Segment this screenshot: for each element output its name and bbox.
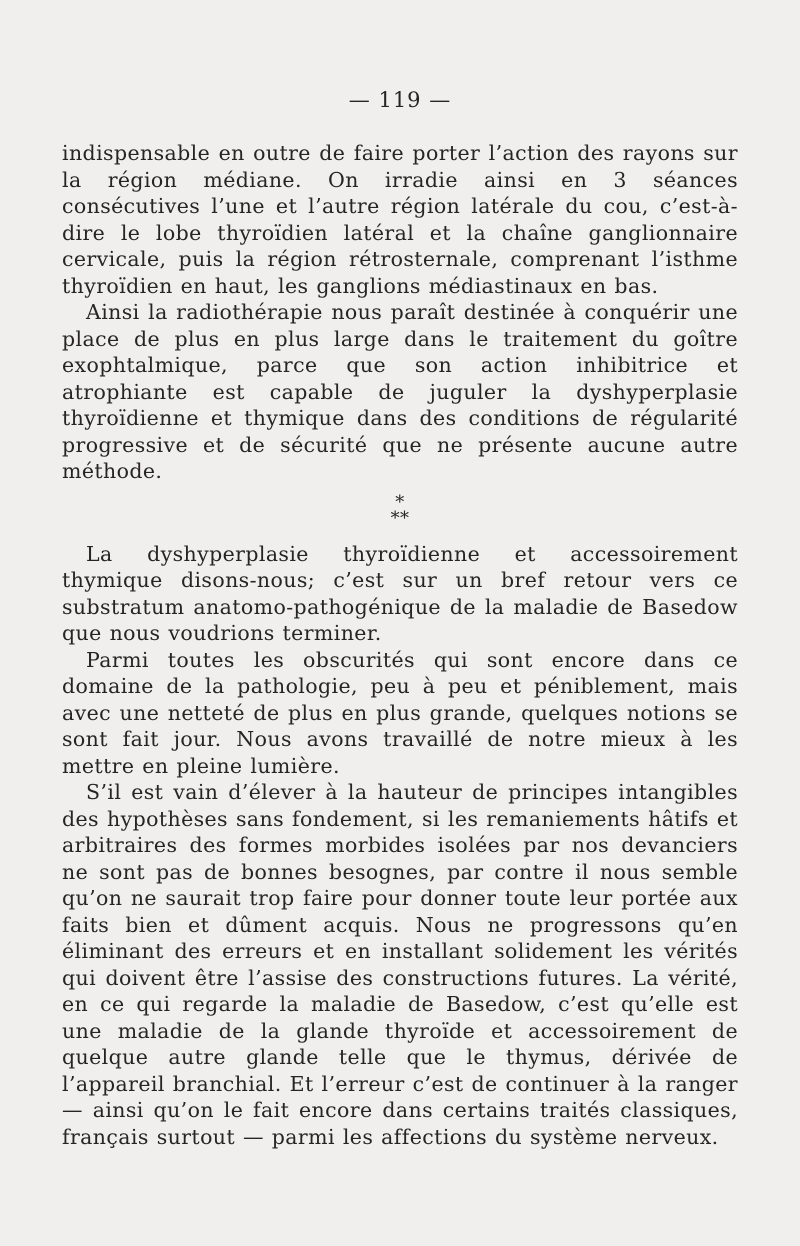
paragraph-3: La dyshyperplasie thyroïdienne et accessoirement thymique disons-nous; c’est sur un bref retour vers ce substratum anatomo-pathogénique de la maladie de Basedow que nous voudrions terminer. [62, 541, 738, 645]
asterism-bottom: ** [390, 507, 410, 529]
asterism-top: * [395, 491, 405, 513]
body-text [62, 140, 738, 1150]
paragraph-4: Parmi toutes les obscurités qui sont encore dans ce domaine de la pathologie, peu à peu et péniblement, mais avec une netteté de plus en plus grande, quelques notions se sont fait jour. Nous avons travaillé de notre mieux à les mettre en pleine lumière. [62, 647, 738, 778]
section-asterism [62, 491, 738, 529]
paragraph-2: Ainsi la radiothérapie nous paraît destinée à conquérir une place de plus en plus large dans le traitement du goître exophtalmique, parce que son action inhibitrice et atrophiante est capable de juguler la dyshyperplasie thyroïdienne et thymique dans des conditions de régularité progressive et de sécurité que ne présente aucune autre méthode. [62, 300, 738, 483]
paragraph-5: S’il est vain d’élever à la hauteur de principes intangibles des hypothèses sans fondement, si les remaniements hâtifs et arbitraires des formes morbides isolées par nos devanciers ne sont pas de bonnes besognes, par contre il nous semble qu’on ne saurait trop faire pour donner toute leur portée aux faits bien et dûment acquis. Nous ne progressons qu’en éliminant des erreurs et en installant solidement les vérités qui doivent être l’assise des constructions futures. La vérité, en ce qui regarde la maladie de Basedow, c’est qu’elle est une maladie de la glande thyroïde et accessoirement de quelque autre glande telle que le thymus, dérivée de l’appareil branchial. Et l’erreur c’est de continuer à la ranger — ainsi qu’on le fait encore dans certains traités classiques, français surtout — parmi les affections du système nerveux. [62, 780, 738, 1149]
page-number: — 119 — [348, 88, 452, 112]
paragraph-1: indispensable en outre de faire porter l’action des rayons sur la région médiane. On irradie ainsi en 3 séances consécutives l’une et l’autre région latérale du cou, c’est-à-dire le lobe thyroïdien latéral et la chaîne ganglionnaire cervicale, puis la région rétrosternale, comprenant l’isthme thyroïdien en haut, les ganglions médiastinaux en bas. [62, 141, 738, 298]
